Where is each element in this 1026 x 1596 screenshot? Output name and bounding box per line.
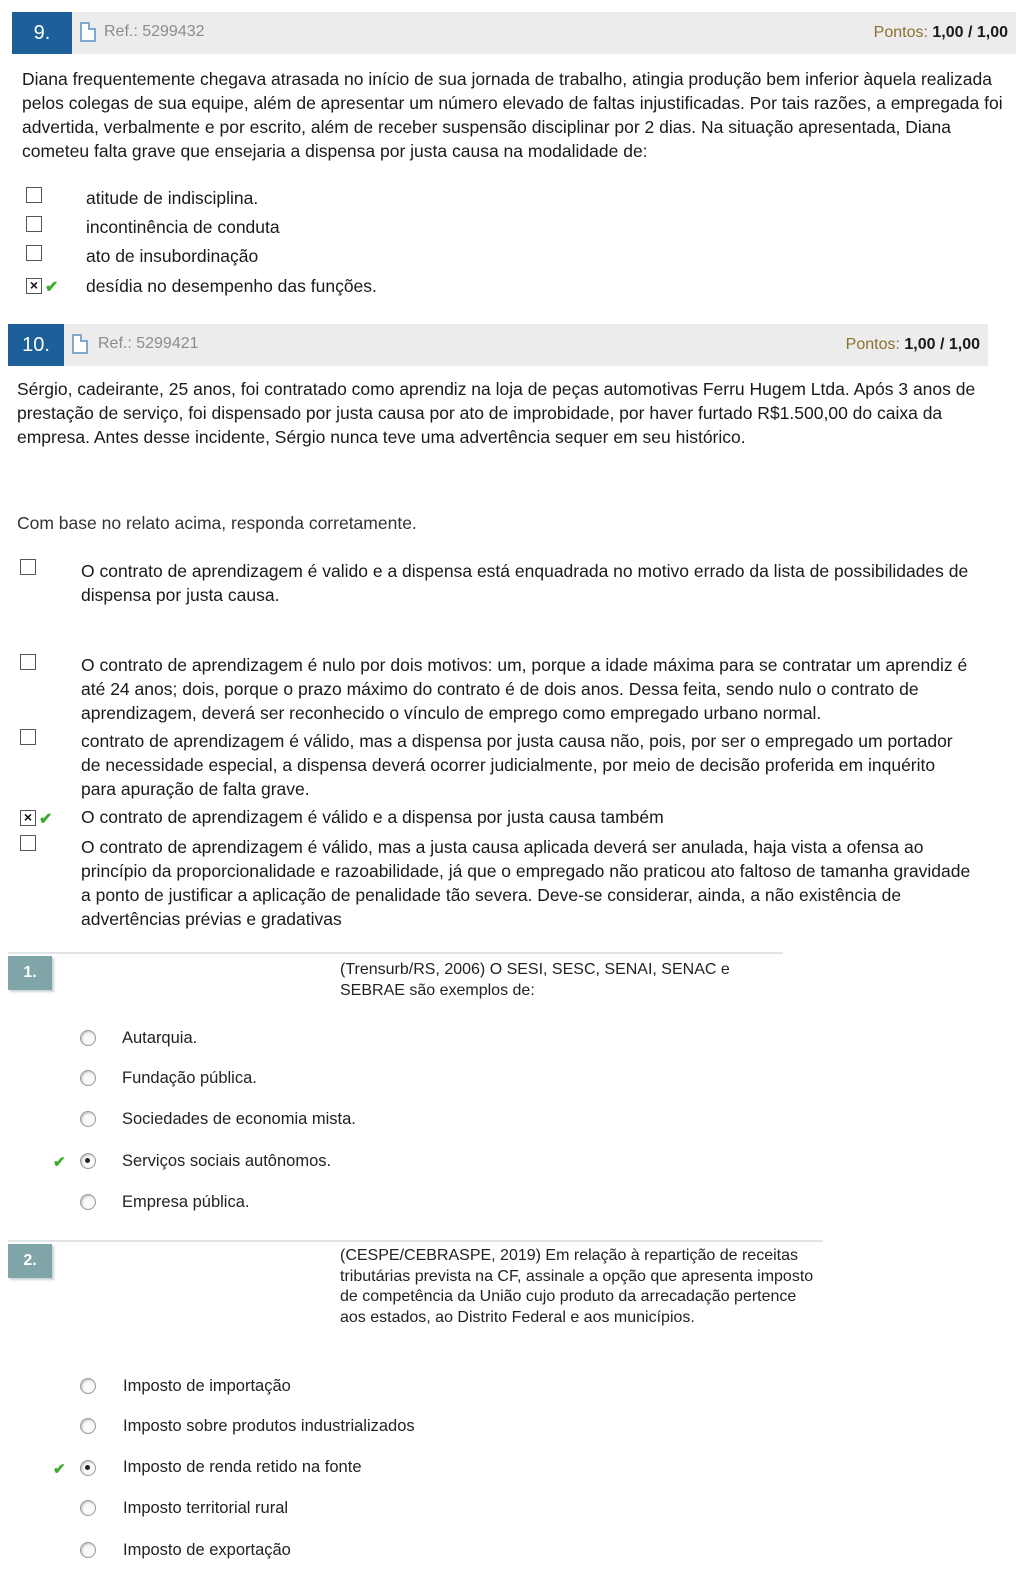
option-radio[interactable] [80, 1418, 96, 1434]
points: Pontos: 1,00 / 1,00 [873, 24, 1008, 41]
option-radio[interactable] [80, 1111, 96, 1127]
question-9-header [12, 12, 1016, 54]
option-label: Autarquia. [122, 1029, 198, 1047]
option-label: Imposto territorial rural [123, 1499, 289, 1517]
points: Pontos: 1,00 / 1,00 [845, 336, 980, 353]
option-label: O contrato de aprendizagem é válido e a dispensa por justa causa também [81, 807, 664, 827]
option-checkbox[interactable] [26, 216, 42, 232]
option-radio-selected[interactable] [80, 1460, 96, 1476]
question-2-text: (CESPE/CEBRASPE, 2019) Em relação à repartição de receitas tributárias prevista na CF, assinale a opção que apresenta imposto de competência da União cujo produto da arrecadação pertence aos estados, ao Distrito Federal e aos municípios. [340, 1247, 814, 1326]
question-number: 2. [8, 1244, 52, 1278]
option-label: Imposto sobre produtos industrializados [123, 1417, 415, 1435]
option-radio[interactable] [80, 1194, 96, 1210]
checkmark-icon: ✔ [39, 811, 53, 828]
option-radio[interactable] [80, 1030, 96, 1046]
reference-code: Ref.: 5299421 [98, 335, 199, 352]
checkmark-icon: ✔ [53, 1461, 66, 1478]
option-checkbox[interactable] [20, 654, 36, 670]
checkmark-icon: ✔ [45, 279, 59, 296]
option-radio[interactable] [80, 1378, 96, 1394]
question-9-text: Diana frequentemente chegava atrasada no início de sua jornada de trabalho, atingia produção bem inferior àquela realizada pelos colegas de sua equipe, além de apresentar um número elevado de faltas injustificadas. Por tais razões, a empregada foi advertida, verbalmente e por escrito, além de receber suspensão disciplinar por 2 dias. Na situação apresentada, Diana cometeu falta grave que ensejaria a dispensa por justa causa na modalidade de: [22, 69, 1003, 161]
option-label: O contrato de aprendizagem é valido e a dispensa está enquadrada no motivo errado da lista de possibilidades de dispensa por justa causa. [81, 561, 969, 605]
option-label: Imposto de renda retido na fonte [123, 1458, 362, 1476]
option-label: O contrato de aprendizagem é válido, mas a justa causa aplicada deverá ser anulada, haja vista a ofensa ao princípio da proporcionalidade e razoabilidade, já que o empregado não praticou ato faltoso de tamanha gravidade a ponto de justificar a aplicação de penalidade tão severa. Deve-se considerar, ainda, a não existência de advertências prévias e gradativas [81, 837, 971, 929]
question-1-text: (Trensurb/RS, 2006) O SESI, SESC, SENAI, SENAC e SEBRAE são exemplos de: [340, 961, 730, 999]
option-label: contrato de aprendizagem é válido, mas a dispensa por justa causa não, pois, por ser o empregado um portador de necessidade especial, a dispensa deverá ocorrer judicialmente, por meio de decisão proferida em inquérito para apuração de falta grave. [81, 731, 953, 799]
option-checkbox-checked[interactable]: × [26, 278, 42, 294]
document-icon [72, 334, 88, 354]
option-checkbox-checked[interactable]: × [20, 810, 36, 826]
option-label: Empresa pública. [122, 1193, 250, 1211]
option-checkbox[interactable] [26, 245, 42, 261]
option-label: O contrato de aprendizagem é nulo por dois motivos: um, porque a idade máxima para se contratar um aprendiz é até 24 anos; dois, porque o prazo máximo do contrato é de dois anos. Dessa feita, sendo nulo o contrato de aprendizagem, deverá ser reconhecido o vínculo de emprego como empregado urbano normal. [81, 655, 968, 723]
option-label: Serviços sociais autônomos. [122, 1152, 332, 1170]
option-radio[interactable] [80, 1542, 96, 1558]
option-label: atitude de indisciplina. [86, 188, 259, 208]
option-label: Sociedades de economia mista. [122, 1110, 356, 1128]
question-number: 1. [8, 956, 52, 990]
option-checkbox[interactable] [20, 729, 36, 745]
option-checkbox[interactable] [26, 187, 42, 203]
option-label: Fundação pública. [122, 1069, 257, 1087]
option-label: Imposto de importação [123, 1377, 291, 1395]
option-label: desídia no desempenho das funções. [86, 276, 377, 296]
question-10-header [8, 324, 988, 366]
option-label: ato de insubordinação [86, 246, 259, 266]
option-radio[interactable] [80, 1500, 96, 1516]
document-icon [80, 22, 96, 42]
question-number: 9. [12, 12, 72, 54]
question-10-prompt: Com base no relato acima, responda corretamente. [17, 513, 417, 533]
option-checkbox[interactable] [20, 835, 36, 851]
option-label: incontinência de conduta [86, 217, 280, 237]
question-number: 10. [8, 324, 64, 366]
option-radio[interactable] [80, 1070, 96, 1086]
option-label: Imposto de exportação [123, 1541, 291, 1559]
option-radio-selected[interactable] [80, 1153, 96, 1169]
checkmark-icon: ✔ [53, 1154, 66, 1171]
question-10-text: Sérgio, cadeirante, 25 anos, foi contratado como aprendiz na loja de peças automotivas Ferru Hugem Ltda. Após 3 anos de prestação de serviço, foi dispensado por justa causa por ato de improbidade, por haver furtado R$1.500,00 do caixa da empresa. Antes desse incidente, Sérgio nunca teve uma advertência sequer em seu histórico. [17, 379, 976, 447]
reference-code: Ref.: 5299432 [104, 23, 205, 40]
option-checkbox[interactable] [20, 559, 36, 575]
